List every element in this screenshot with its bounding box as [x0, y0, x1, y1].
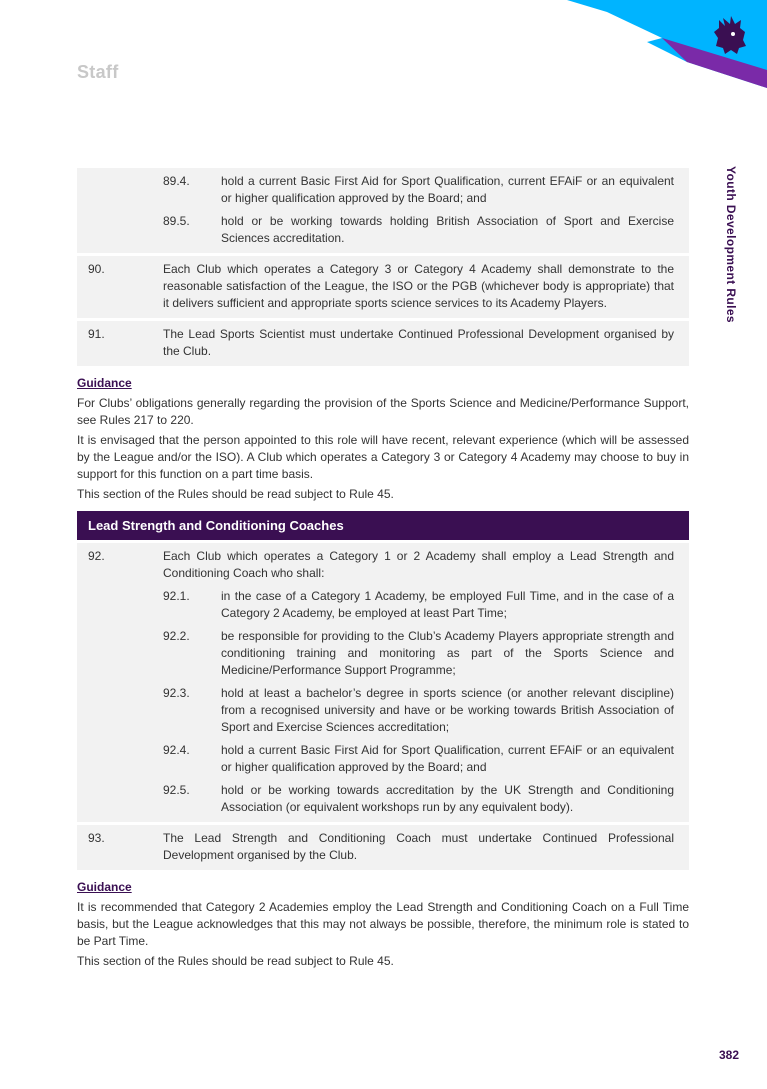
- rule-89-continued: [77, 168, 689, 253]
- rule-90: 90. Each Club which operates a Category 3 or Category 4 Academy shall demonstrate to the reasonable satisfaction of the League, the ISO or the PGB (whichever body is appropriate) that it delivers sufficient and appropriate sports science services to its Academy Players.: [77, 256, 689, 318]
- guidance-paragraph: This section of the Rules should be read subject to Rule 45.: [77, 954, 394, 968]
- subitem: 92.1. in the case of a Category 1 Academy, be employed Full Time, and in the case of a Category 2 Academy, be employed at least Part Time;: [163, 589, 674, 620]
- guidance-paragraph: This section of the Rules should be read subject to Rule 45.: [77, 487, 394, 501]
- subitem: 92.3. hold at least a bachelor’s degree in sports science (or another relevant discipline) from a recognised university and have or be working towards British Association of Sport and Exercise Sciences accreditation;: [163, 686, 674, 734]
- section-header: Lead Strength and Conditioning Coaches: [77, 511, 689, 540]
- rule-91: 91. The Lead Sports Scientist must undertake Continued Professional Development organised by the Club.: [77, 321, 689, 366]
- guidance-paragraph: It is recommended that Category 2 Academies employ the Lead Strength and Conditioning Coach on a Full Time basis, but the League acknowledges that this may not always be possible, therefore, the minimum role is stated to be Part Time.: [77, 900, 689, 948]
- content: [77, 168, 689, 973]
- subitem: 92.4. hold a current Basic First Aid for Sport Qualification, current EFAiF or an equivalent or higher qualification approved by the Board; and: [163, 743, 674, 774]
- page-number: 382: [718, 1048, 739, 1062]
- guidance-heading: Guidance: [77, 880, 132, 894]
- lion-icon: [713, 16, 747, 56]
- subitem: 92.5. hold or be working towards accreditation by the UK Strength and Conditioning Association (or equivalent workshops run by any equivalent body).: [163, 783, 674, 814]
- subitem: 89.4. hold a current Basic First Aid for Sport Qualification, current EFAiF or an equivalent or higher qualification approved by the Board; and: [163, 174, 674, 205]
- rule-93: 93. The Lead Strength and Conditioning Coach must undertake Continued Professional Development organised by the Club.: [77, 825, 689, 870]
- guidance-paragraph: For Clubs’ obligations generally regarding the provision of the Sports Science and Medicine/Performance Support, see Rules 217 to 220.: [77, 396, 689, 427]
- side-title: Youth Development Rules: [724, 166, 738, 323]
- guidance-paragraph: It is envisaged that the person appointed to this role will have recent, relevant experience (which will be assessed by the League and/or the ISO). A Club which operates a Category 3 or Category 4 Academy may choose to buy in support for this function on a part time basis.: [77, 433, 689, 481]
- section-title: Staff: [77, 62, 119, 82]
- subitem: 92.2. be responsible for providing to the Club’s Academy Players appropriate strength and conditioning training and monitoring as part of the Sports Science and Medicine/Performance Support Programme;: [163, 629, 674, 677]
- rule-92: 92. Each Club which operates a Category 1 or 2 Academy shall employ a Lead Strength and Conditioning Coach who shall: 92.1. in the case of a Category 1 Academy, be employed Full Time, and in the case of a Category 2 Academy, be employed at least Part Time; 92.2. be responsible for providing to the Club’s Academy Players appropriate strength and conditioning training and monitoring as part of the Sports Science and Medicine/Performance Support Programme; 92.3. hold at least a bachelor’s degree in sports science (or another relevant discipline) from a recognised university and have or be working towards British Association of Sport and Exercise Sciences accreditation; 92.4. hold a current Basic First Aid for Sport Qualification, current EFAiF or an equivalent or higher qualification approved by the Board; and 92.5. hold or be working towards accreditation by the UK Strength and Conditioning Association (or equivalent workshops run by any equivalent body).: [77, 543, 689, 822]
- guidance-heading: Guidance: [77, 376, 132, 390]
- subitem: 89.5. hold or be working towards holding British Association of Sport and Exercise Sciences accreditation.: [163, 214, 674, 245]
